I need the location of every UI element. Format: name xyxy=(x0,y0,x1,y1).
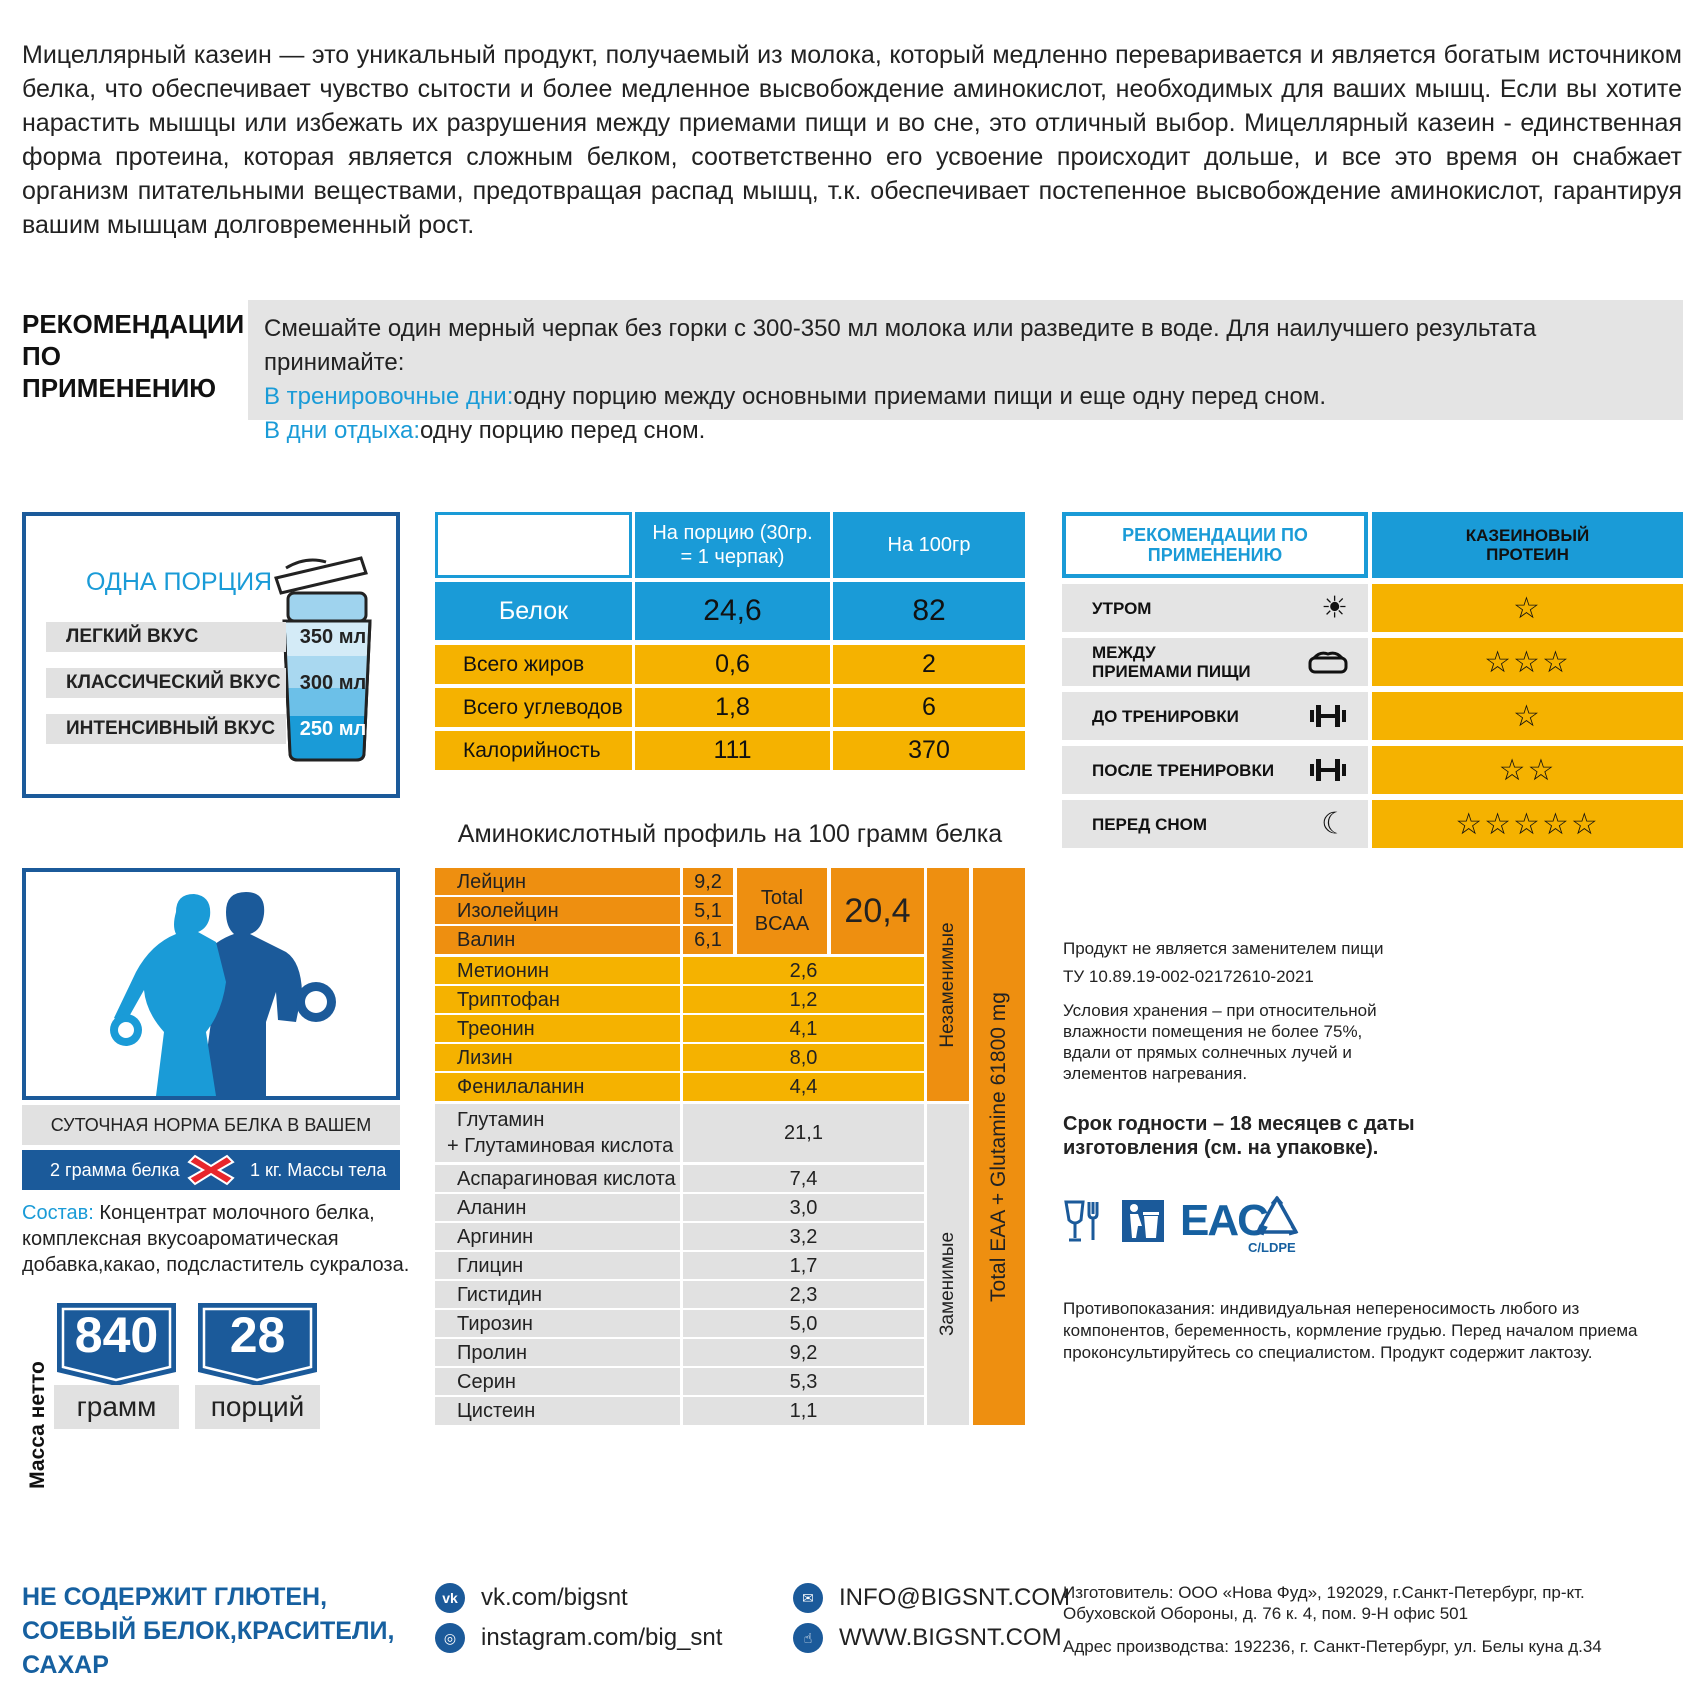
daily-norm-right: 1 кг. Массы тела xyxy=(250,1160,387,1180)
star-icon: ☆ xyxy=(1570,807,1600,841)
amino-value: 1,2 xyxy=(683,986,924,1013)
serving-title: ОДНА ПОРЦИЯ xyxy=(86,568,273,596)
usage-line-2 xyxy=(264,380,1667,414)
daily-norm-title: СУТОЧНАЯ НОРМА БЕЛКА В ВАШЕМ xyxy=(22,1105,400,1145)
recommend-label: ПОСЛЕ ТРЕНИРОВКИ xyxy=(1092,760,1275,780)
total-eaa-label: Total EAA + Glutamine 61800 mg xyxy=(987,991,1010,1302)
ml-300: 300 мл xyxy=(299,672,367,694)
amino-name: Изолейцин xyxy=(435,897,680,924)
servings-unit: порций xyxy=(195,1385,320,1429)
website-link[interactable] xyxy=(793,1623,1062,1653)
nutrition-carbs-label: Всего углеводов xyxy=(435,688,632,727)
amino-name: Треонин xyxy=(435,1015,680,1042)
nutrition-fat-label: Всего жиров xyxy=(435,645,632,684)
amino-name: Метионин xyxy=(435,957,680,984)
dumbbell-icon xyxy=(1308,757,1348,783)
amino-name: Пролин xyxy=(435,1339,680,1366)
instagram-icon: ◎ xyxy=(435,1623,465,1653)
amino-value: 21,1 xyxy=(683,1104,924,1162)
net-weight-label: Масса нетто xyxy=(26,1361,49,1489)
storage-conditions: Условия хранения – при относительной влажности помещения не более 75%, вдали от прямых солнечных лучей и элементов нагревания. xyxy=(1063,1001,1377,1083)
amino-name: Валин xyxy=(435,926,680,954)
recommend-row-before-training xyxy=(1062,692,1368,740)
amino-name: Фенилаланин xyxy=(435,1073,680,1101)
total-bcaa-label: Total BCAA xyxy=(737,868,827,954)
net-weight-label-wrap xyxy=(18,1350,58,1500)
intro-text: Мицеллярный казеин — это уникальный продукт, получаемый из молока, который медленно переваривается и является богатым источником белка, что обеспечивает чувство сытости и более медленное высвобождение аминокислот, необходимых для ваших мышц. Если вы хотите нарастить мышцы или избежать их разрушения между приемами пищи и во сне, это отличный выбор. Мицеллярный казеин - единственная форма протеина, которая является сложным белком, соответственно его усвоение происходит дольше, и все это время он снабжает организм питательными веществами, предотвращая распад мышц, т.к. обеспечивает постепенное высвобождение аминокислот, гарантируя вашим мышцам долговременный рост. xyxy=(22,41,1682,239)
fitness-box xyxy=(22,868,400,1100)
total-eaa-column xyxy=(973,868,1025,1425)
amino-value: 4,1 xyxy=(683,1015,924,1042)
pointer-icon: ☝ xyxy=(793,1623,823,1653)
nutrition-calories-100g: 370 xyxy=(833,731,1025,770)
amino-title: Аминокислотный профиль на 100 грамм белка xyxy=(457,820,1003,848)
star-icon: ☆ xyxy=(1498,753,1528,787)
nonessential-label: Заменимые xyxy=(937,1231,958,1336)
recommend-stars-morning xyxy=(1372,584,1683,632)
recycle-icon xyxy=(1252,1194,1302,1238)
amino-name: Лейцин xyxy=(435,868,680,895)
email-text: INFO@BIGSNT.COM xyxy=(839,1584,1071,1611)
recommend-stars-before-sleep xyxy=(1372,800,1683,848)
composition-text: Концентрат молочного белка, комплексная вкусоароматическая добавка,какао, подсластитель сукралоза. xyxy=(22,1202,410,1276)
flavor-classic: КЛАССИЧЕСКИЙ ВКУС xyxy=(46,668,286,698)
amino-name: Серин xyxy=(435,1368,680,1395)
star-icon: ☆ xyxy=(1541,645,1571,679)
usage-box xyxy=(248,300,1683,444)
nutrition-fat-100g: 2 xyxy=(833,645,1025,684)
amino-name: Лизин xyxy=(435,1044,680,1071)
tu-number: ТУ 10.89.19-002-02172610-2021 xyxy=(1063,967,1314,986)
recommend-right-header: КАЗЕИНОВЫЙ ПРОТЕИН xyxy=(1372,512,1683,578)
dispose-properly-icon xyxy=(1120,1198,1166,1244)
amino-value: 6,1 xyxy=(683,926,733,954)
food-container-icon xyxy=(1308,649,1348,675)
amino-value: 3,0 xyxy=(683,1194,924,1221)
amino-glutamine-label xyxy=(435,1104,680,1162)
nutrition-col-per-100g: На 100гр xyxy=(833,512,1025,578)
instagram-text: instagram.com/big_snt xyxy=(481,1624,723,1651)
nutrition-protein-serving: 24,6 xyxy=(635,582,830,640)
daily-norm-bar xyxy=(22,1150,400,1190)
amino-name: Тирозин xyxy=(435,1310,680,1337)
star-icon: ☆ xyxy=(1527,753,1557,787)
production-address: Адрес производства: 192236, г. Санкт-Петербург, ул. Белы куна д.34 xyxy=(1063,1637,1602,1656)
nutrition-empty-header xyxy=(435,512,632,578)
email-link[interactable] xyxy=(793,1583,1070,1613)
not-food-substitute: Продукт не является заменителем пищи xyxy=(1063,939,1384,958)
usage-title: РЕКОМЕНДАЦИИ ПО ПРИМЕНЕНИЮ xyxy=(22,309,245,403)
nonessential-column xyxy=(927,1104,969,1425)
amino-value: 3,2 xyxy=(683,1223,924,1250)
email-icon: ✉ xyxy=(793,1583,823,1613)
composition-label: Состав: xyxy=(22,1202,94,1224)
flavor-light: ЛЕГКИЙ ВКУС xyxy=(46,622,286,652)
star-icon: ☆ xyxy=(1513,591,1542,625)
nutrition-calories-serving: 111 xyxy=(635,731,830,770)
food-contact-icon xyxy=(1063,1198,1103,1244)
net-weight-unit: грамм xyxy=(54,1385,179,1429)
recommend-row-before-sleep xyxy=(1062,800,1368,848)
amino-value: 1,7 xyxy=(683,1252,924,1279)
eac-mark: EAC xyxy=(1180,1196,1267,1245)
manufacturer: Изготовитель: ООО «Нова Фуд», 192029, г.Санкт-Петербург, пр-кт. Обуховской Обороны, д. 76 к. 4, пом. 9-Н офис 501 xyxy=(1063,1583,1585,1623)
training-days-text: одну порцию между основными приемами пищи и еще одну перед сном. xyxy=(513,383,1327,410)
rest-days-text: одну порцию перед сном. xyxy=(420,417,706,444)
amino-value: 9,2 xyxy=(683,868,733,895)
net-weight-value: 840 xyxy=(74,1307,159,1363)
star-icon: ☆ xyxy=(1513,807,1542,841)
recommend-left-header: РЕКОМЕНДАЦИИ ПО ПРИМЕНЕНИЮ xyxy=(1062,512,1368,578)
amino-name: Цистеин xyxy=(435,1397,680,1425)
instagram-link[interactable] xyxy=(435,1623,722,1653)
nutrition-fat-serving: 0,6 xyxy=(635,645,830,684)
usage-line-3 xyxy=(264,414,1667,448)
amino-name: Триптофан xyxy=(435,986,680,1013)
vk-text: vk.com/bigsnt xyxy=(481,1584,628,1611)
recommend-row-after-training xyxy=(1062,746,1368,794)
total-bcaa-value: 20,4 xyxy=(831,868,924,954)
nutrition-protein-100g: 82 xyxy=(833,582,1025,640)
essential-column xyxy=(927,868,969,1101)
amino-value: 1,1 xyxy=(683,1397,924,1425)
recommend-row-morning xyxy=(1062,584,1368,632)
nutrition-calories-label: Калорийность xyxy=(435,731,632,770)
shelf-life: Срок годности – 18 месяцев с даты изготовления (см. на упаковке). xyxy=(1063,1113,1415,1159)
recommend-stars-between-meals xyxy=(1372,638,1683,686)
nutrition-carbs-100g: 6 xyxy=(833,688,1025,727)
dumbbell-icon xyxy=(1308,703,1348,729)
recommend-row-between-meals xyxy=(1062,638,1368,686)
recommend-label: УТРОМ xyxy=(1092,598,1152,618)
recommend-label: МЕЖДУ ПРИЕМАМИ ПИЩИ xyxy=(1092,643,1251,681)
amino-name: Глицин xyxy=(435,1252,680,1279)
amino-value: 2,6 xyxy=(683,957,924,984)
nutrition-carbs-serving: 1,8 xyxy=(635,688,830,727)
amino-name: Аргинин xyxy=(435,1223,680,1250)
flavor-intense: ИНТЕНСИВНЫЙ ВКУС xyxy=(46,714,286,744)
amino-name: Аланин xyxy=(435,1194,680,1221)
vk-link[interactable] xyxy=(435,1583,628,1613)
ml-250: 250 мл xyxy=(299,718,367,740)
multiply-icon xyxy=(187,1154,235,1186)
composition xyxy=(22,1200,412,1278)
star-icon: ☆ xyxy=(1513,645,1542,679)
usage-line-1: Смешайте один мерный черпак без горки с 300-350 мл молока или разведите в воде. Для наилучшего результата принимайте: xyxy=(264,315,1537,376)
essential-label: Незаменимые xyxy=(937,921,958,1048)
website-text: WWW.BIGSNT.COM xyxy=(839,1624,1062,1651)
amino-value: 9,2 xyxy=(683,1339,924,1366)
ml-350: 350 мл xyxy=(299,626,367,648)
recommend-stars-before-training xyxy=(1372,692,1683,740)
star-icon: ☆ xyxy=(1513,699,1542,733)
amino-value: 5,3 xyxy=(683,1368,924,1395)
amino-value: 7,4 xyxy=(683,1165,924,1192)
moon-icon: ☾ xyxy=(1321,807,1348,841)
glutamine-line-2: + Глутаминовая кислота xyxy=(447,1135,674,1157)
recommend-label: ПЕРЕД СНОМ xyxy=(1092,814,1208,834)
amino-value: 2,3 xyxy=(683,1281,924,1308)
star-icon: ☆ xyxy=(1455,807,1485,841)
sun-icon: ☀ xyxy=(1321,591,1348,625)
amino-value: 5,0 xyxy=(683,1310,924,1337)
contraindications: Противопоказания: индивидуальная непереносимость любого из компонентов, беременность, кормление грудью. Перед началом приема проконсультируйтесь со специалистом. Продукт содержит лактозу. xyxy=(1063,1299,1638,1362)
amino-name: Гистидин xyxy=(435,1281,680,1308)
star-icon: ☆ xyxy=(1484,807,1514,841)
nutrition-col-per-serving: На порцию (30гр. = 1 черпак) xyxy=(635,512,830,578)
recommend-stars-after-training xyxy=(1372,746,1683,794)
daily-norm-left: 2 грамма белка xyxy=(50,1160,180,1180)
rest-days-label: В дни отдыха: xyxy=(264,417,421,444)
glutamine-line-1: Глутамин xyxy=(457,1109,545,1131)
amino-value: 4,4 xyxy=(683,1073,924,1101)
serving-box xyxy=(22,512,400,798)
athletes-illustration xyxy=(26,872,396,1096)
amino-value: 8,0 xyxy=(683,1044,924,1071)
nutrition-protein-label: Белок xyxy=(435,582,632,640)
vk-icon: vk xyxy=(435,1583,465,1613)
amino-value: 5,1 xyxy=(683,897,733,924)
star-icon: ☆ xyxy=(1541,807,1571,841)
gluten-free-notice: НЕ СОДЕРЖИТ ГЛЮТЕН, СОЕВЫЙ БЕЛОК,КРАСИТЕЛИ, САХАР xyxy=(22,1583,395,1679)
recommend-label: ДО ТРЕНИРОВКИ xyxy=(1092,706,1239,726)
amino-name: Аспарагиновая кислота xyxy=(435,1165,680,1192)
recycle-code: C/LDPE xyxy=(1248,1240,1296,1255)
star-icon: ☆ xyxy=(1484,645,1514,679)
servings-value: 28 xyxy=(229,1307,286,1363)
training-days-label: В тренировочные дни: xyxy=(264,383,514,410)
